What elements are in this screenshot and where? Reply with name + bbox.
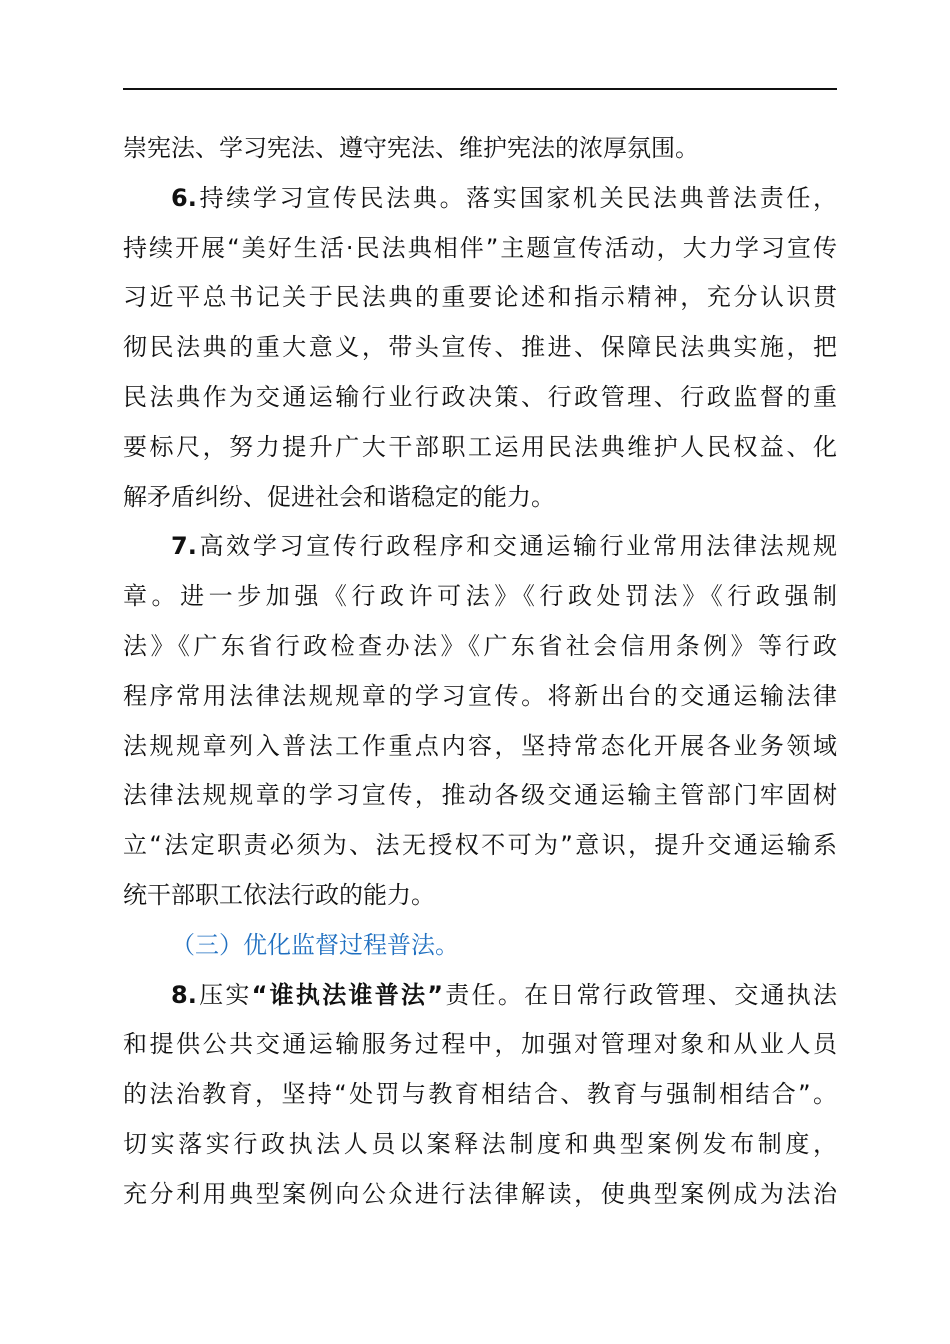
- text-line: 崇宪法、学习宪法、遵守宪法、维护宪法的浓厚氛围。: [123, 134, 699, 162]
- paragraph-6-title-line: 6.持续学习宣传民法典。落实国家机关民法典普法责任，: [171, 183, 837, 212]
- paragraph-number: 8.: [171, 980, 197, 1009]
- text-line: 民法典作为交通运输行业行政决策、行政管理、行政监督的重: [123, 382, 837, 411]
- text-line: 习近平总书记关于民法典的重要论述和指示精神，充分认识贯: [123, 283, 837, 312]
- paragraph-7-title-line: 7.高效学习宣传行政程序和交通运输行业常用法律法规规: [171, 532, 837, 561]
- paragraph-8-title-line: 8.压实“谁执法谁普法”责任。在日常行政管理、交通执法: [171, 980, 837, 1009]
- paragraph-number: 6.: [171, 183, 197, 212]
- text-line: 法规规章列入普法工作重点内容，坚持常态化开展各业务领域: [123, 731, 837, 760]
- text-line: 和提供公共交通运输服务过程中，加强对管理对象和从业人员: [123, 1030, 837, 1059]
- text-line: 法》《广东省行政检查办法》《广东省社会信用条例》等行政: [123, 631, 837, 660]
- section-heading: （三）优化监督过程普法。: [171, 930, 459, 959]
- text-line: 章。进一步加强《行政许可法》《行政处罚法》《行政强制: [123, 582, 837, 611]
- paragraph-number: 7.: [171, 532, 197, 561]
- text-line: 切实落实行政执法人员以案释法制度和典型案例发布制度，: [123, 1129, 837, 1158]
- text-line: 的法治教育，坚持“处罚与教育相结合、教育与强制相结合”。: [123, 1080, 837, 1109]
- text-line: 要标尺，努力提升广大干部职工运用民法典维护人民权益、化: [123, 432, 837, 461]
- text-line: 法律法规规章的学习宣传，推动各级交通运输主管部门牢固树: [123, 781, 837, 810]
- text-line: 充分利用典型案例向公众进行法律解读，使典型案例成为法治: [123, 1179, 837, 1208]
- emphasis-quote: “谁执法谁普法”: [251, 980, 444, 1009]
- text-line: 统干部职工依法行政的能力。: [123, 880, 435, 909]
- header-rule: [123, 88, 837, 90]
- text-line: 持续开展“美好生活·民法典相伴”主题宣传活动，大力学习宣传: [123, 233, 837, 262]
- text-line: 解矛盾纠纷、促进社会和谐稳定的能力。: [123, 482, 555, 511]
- text-line: 彻民法典的重大意义，带头宣传、推进、保障民法典实施，把: [123, 333, 837, 362]
- text-line: 程序常用法律法规规章的学习宣传。将新出台的交通运输法律: [123, 681, 837, 710]
- text-line: 立“法定职责必须为、法无授权不可为”意识，提升交通运输系: [123, 831, 837, 860]
- document-body: [123, 124, 837, 1220]
